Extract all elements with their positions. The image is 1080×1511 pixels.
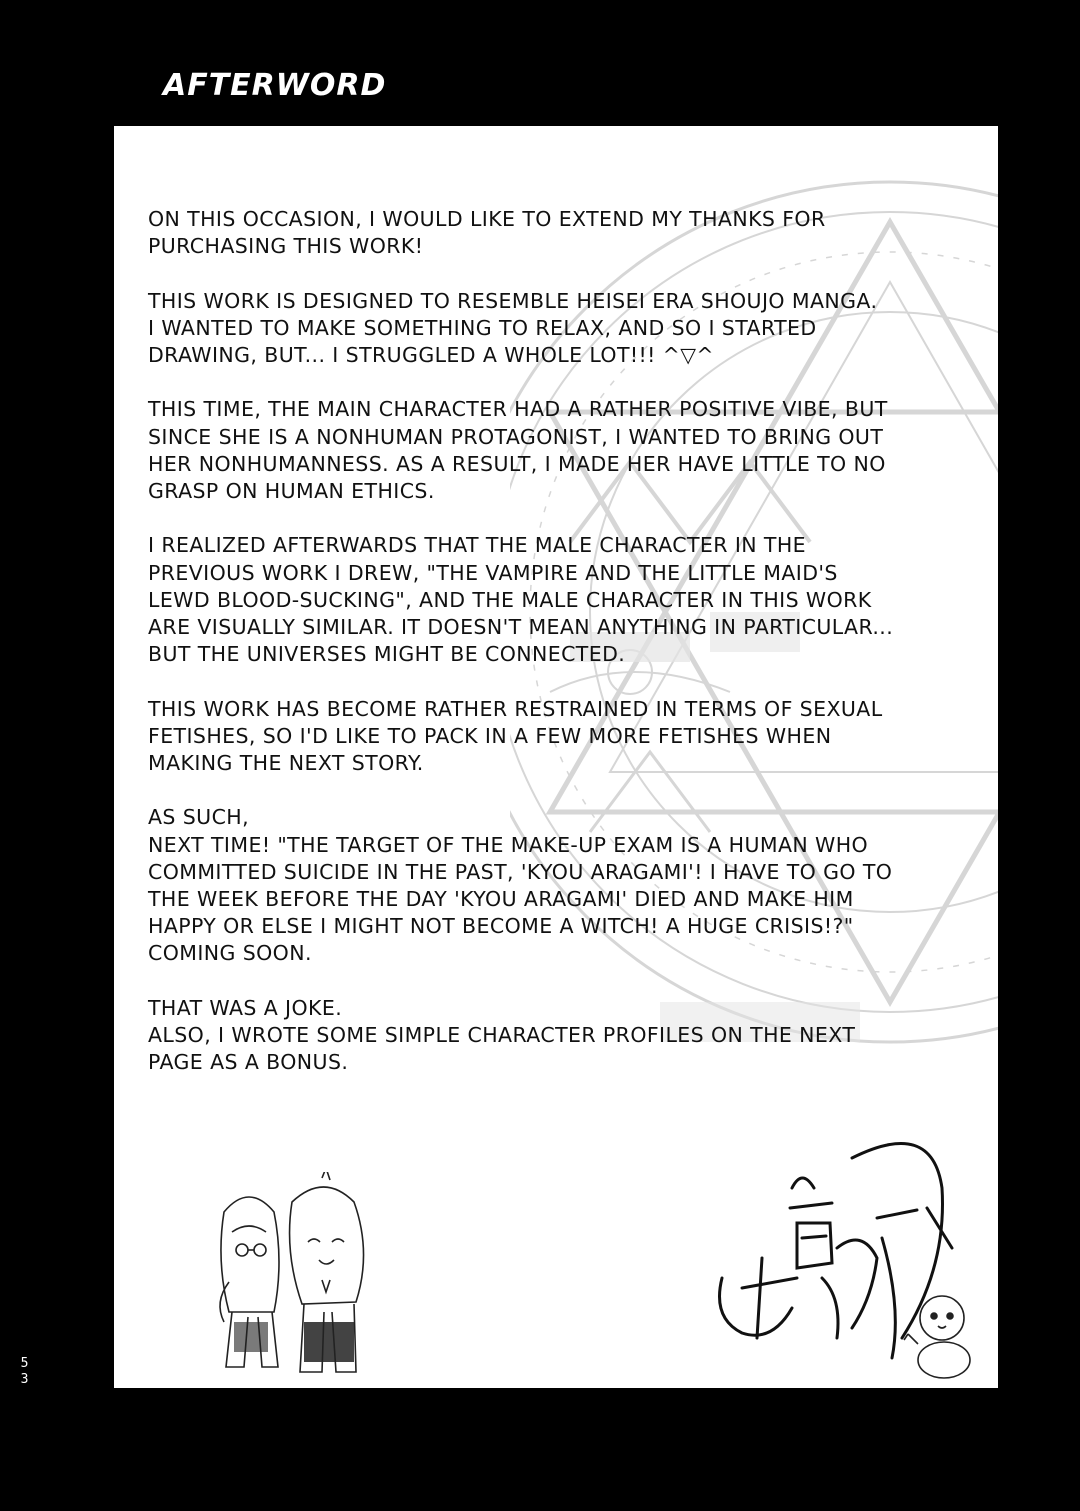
paragraph-main-character: THIS TIME, THE MAIN CHARACTER HAD A RATHER POSITIVE VIBE, BUT SINCE SHE IS A NONHUMAN PROTAGONIST, I WANTED TO BRING OUT HER NONHUMANNESS. AS A RESULT, I MADE HER HAVE LITTLE TO NO GRASP ON HUMAN ETHICS. (148, 397, 888, 503)
paragraph-thanks: ON THIS OCCASION, I WOULD LIKE TO EXTEND MY THANKS FOR PURCHASING THIS WORK! (148, 207, 826, 259)
paragraph-shoujo: THIS WORK IS DESIGNED TO RESEMBLE HEISEI ERA SHOUJO MANGA. I WANTED TO MAKE SOMETHING TO RELAX, AND SO I STARTED DRAWING, BUT... I STRUGGLED A WHOLE LOT!!! ^▽^ (148, 288, 878, 367)
mascot-doodle (902, 1284, 982, 1384)
page-number: 53 (17, 1356, 32, 1388)
paragraph-next-time: AS SUCH, NEXT TIME! "THE TARGET OF THE MAKE-UP EXAM IS A HUMAN WHO COMMITTED SUICIDE IN THE PAST, 'KYOU ARAGAMI'! I HAVE TO GO TO THE WEEK BEFORE THE DAY 'KYOU ARAGAMI' DIED AND MAKE HIM HAPPY OR ELSE I MIGHT NOT BECOME A WITCH! A HUGE CRISIS!?" COMING SOON. (148, 805, 893, 966)
page-title: AFTERWORD (163, 68, 387, 103)
paragraph-joke: THAT WAS A JOKE. ALSO, I WROTE SOME SIMPLE CHARACTER PROFILES ON THE NEXT PAGE AS A BONUS. (148, 995, 856, 1075)
paragraph-male-character: I REALIZED AFTERWARDS THAT THE MALE CHARACTER IN THE PREVIOUS WORK I DREW, "THE VAMPIRE AND THE LITTLE MAID'S LEWD BLOOD-SUCKING", AND THE MALE CHARACTER IN THIS WORK ARE VISUALLY SIMILAR. IT DOESN'T MEAN ANYTHING IN PARTICULAR... BUT THE UNIVERSES MIGHT BE CONNECTED. (148, 533, 894, 667)
afterword-panel (114, 126, 998, 1388)
paragraph-fetishes: THIS WORK HAS BECOME RATHER RESTRAINED IN TERMS OF SEXUAL FETISHES, SO I'D LIKE TO PACK IN A FEW MORE FETISHES WHEN MAKING THE NEXT STORY. (148, 696, 883, 775)
afterword-text (148, 206, 938, 1076)
chibi-characters-illustration (204, 1172, 374, 1384)
